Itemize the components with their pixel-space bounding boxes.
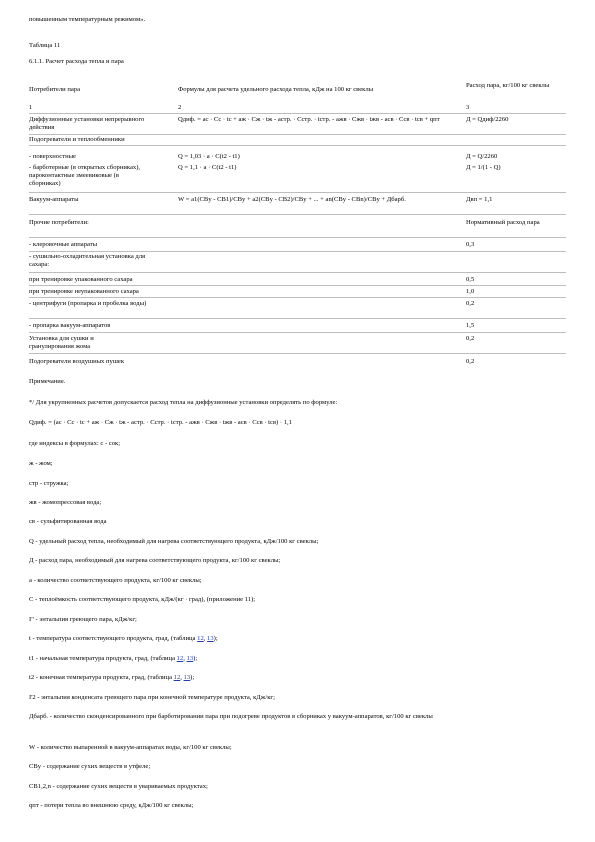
legend-item: W - количество выпаренной в вакуум-аппаратах воды, кг/100 кг свеклы;	[29, 744, 232, 751]
header-consumers: Потребители пара	[29, 86, 80, 93]
legend-item: CB1,2,n - содержание сухих веществ в увариваемых продуктах;	[29, 783, 208, 790]
row-consumer: - пропарка вакуум-аппаратов	[29, 322, 111, 329]
legend-item: жв - жомопрессовая вода;	[29, 499, 102, 506]
column-number-3: 3	[466, 104, 470, 111]
legend-item: I" - энтальпия греющего пара, кДж/кг;	[29, 616, 137, 623]
row-steam: 0,2	[466, 300, 475, 307]
row-consumer: Подогреватели воздушных пушек	[29, 358, 125, 365]
table-12-link[interactable]: 12	[176, 655, 184, 662]
row-separator	[29, 192, 566, 193]
table-12-link[interactable]: 12	[197, 635, 204, 642]
row-steam: 1,0	[466, 288, 475, 295]
legend-item: стр - стружка;	[29, 480, 69, 487]
section-title: 6.1.1. Расчет расхода тепла и пара	[29, 58, 124, 65]
column-number-2: 2	[178, 104, 182, 111]
row-formula: Qдиф. = ac · Cc · tc + aж · Cж · tж - aстр. · Cстр. · tстр. - aжв · Cжв · tжв - aсв · Cсв · tсв + qпт	[178, 116, 440, 123]
notes-heading: Примечание.	[29, 378, 66, 385]
notes-where: где индексы в формулах: с - сок;	[29, 440, 121, 447]
row-consumer: - сушильно-охладительная установка для сахара:	[29, 253, 146, 268]
row-steam: 1,5	[466, 322, 475, 329]
row-separator	[29, 145, 566, 146]
row-formula: Q = 1,03 · a · C(t2 - t1)	[178, 153, 240, 160]
row-consumer: при тренировке неупакованного сахара	[29, 288, 139, 295]
legend-item: t - температура соответствующего продукта, град, (таблица 12, 13);	[29, 635, 218, 642]
row-steam: 0,5	[466, 276, 475, 283]
legend-item: qпт - потери тепла во внешнюю среду, кДж/100 кг свеклы;	[29, 802, 194, 809]
row-steam: 0,2	[466, 358, 475, 365]
row-separator	[29, 237, 566, 238]
row-consumer: - поверхностные	[29, 153, 76, 160]
intro-tail-text: повышенным температурным режимом».	[29, 16, 146, 23]
row-separator	[29, 134, 566, 135]
column-number-1: 1	[29, 104, 33, 111]
row-steam: Двп = 1,1	[466, 196, 493, 203]
row-consumer: Вакуум-аппараты	[29, 196, 79, 203]
header-formulas: Формулы для расчета удельного расхода тепла, кДж на 100 кг свеклы	[178, 86, 374, 93]
legend-item: t1 - начальная температура продукта, град, (таблица 12, 13);	[29, 655, 198, 662]
row-consumer: - клеровочные аппараты	[29, 241, 98, 248]
legend-item: I'2 - энтальпия конденсата греющего пара при конечной температуре продукта, кДж/кг;	[29, 694, 275, 701]
legend-item: Дбарб. - количество сконденсированного при барботировании пара при подогреве продуктов в сборниках у вакуум-аппаратов, кг/100 кг свеклы	[29, 713, 433, 720]
legend-item: св - сульфитированная вода	[29, 518, 107, 525]
row-consumer: при тренировке упакованного сахара	[29, 276, 133, 283]
row-separator	[29, 318, 566, 319]
table-13-link[interactable]: 13	[207, 635, 214, 642]
notes-formula: Qдиф. = (ac · Cc · tc + aж · Cж · tж - aстр. · Cстр. · tстр. - aжв · Cжв · tжв - aсв · Cсв · tсв) · 1,1	[29, 419, 292, 426]
row-separator	[29, 272, 566, 273]
table-caption: Таблица 11	[29, 42, 61, 49]
row-consumer: Диффузионные установки непрерывного действия	[29, 116, 145, 131]
row-formula: W = a1(CBy - CB1)/CBy + a2(CBy - CB2)/CBy + ... + an(CBy - CBn)/CBy + Дбарб.	[178, 196, 406, 203]
row-consumer: Прочие потребители:	[29, 219, 89, 226]
table-13-link[interactable]: 13	[183, 674, 191, 681]
row-formula: Q = 1,1 · a · C(t2 - t1)	[178, 164, 237, 171]
row-separator	[29, 353, 566, 354]
legend-item: a - количество соответствующего продукта, кг/100 кг свеклы;	[29, 577, 202, 584]
row-steam: Д = Qдиф/2260	[466, 116, 509, 123]
legend-item: Д - расход пара, необходимый для нагрева соответствующего продукта, кг/100 кг свеклы;	[29, 557, 281, 564]
row-steam: 0,3	[466, 241, 475, 248]
row-consumer: Установка для сушки и гранулирования жома	[29, 335, 94, 350]
row-separator	[29, 297, 566, 298]
table-12-link[interactable]: 12	[173, 674, 181, 681]
table-13-link[interactable]: 13	[186, 655, 194, 662]
row-steam: 0,2	[466, 335, 475, 342]
legend-item: ж - жом;	[29, 460, 53, 467]
legend-item: t2 - конечная температура продукта, град, (таблица 12, 13);	[29, 674, 195, 681]
row-steam: Д = Q/2260	[466, 153, 498, 160]
row-separator	[29, 214, 566, 215]
row-consumer: - барботерные (в открытых сборниках), пароконтактные змеевиковые (в сборниках)	[29, 164, 141, 187]
row-consumer: Подогреватели и теплообменники	[29, 136, 125, 143]
row-steam: Д = 1/(1 - Q)	[466, 164, 501, 171]
header-steam: Расход пара, кг/100 кг свеклы	[466, 82, 550, 89]
row-steam: Нормативный расход пара	[466, 219, 540, 226]
row-separator	[29, 332, 566, 333]
legend-item: Q - удельный расход тепла, необходимый для нагрева соответствующего продукта, кДж/100 кг свеклы;	[29, 538, 319, 545]
row-separator	[29, 113, 566, 114]
notes-intro: */ Для укрупненных расчетов допускается расход тепла на диффузионные установки определять по формуле:	[29, 399, 338, 406]
row-consumer: - центрифуги (пропарка и пробелка воды)	[29, 300, 147, 307]
legend-item: CBy - содержание сухих веществ в утфеле;	[29, 763, 151, 770]
row-separator	[29, 251, 566, 252]
row-separator	[29, 285, 566, 286]
legend-item: C - теплоёмкость соответствующего продукта, кДж/(кг · град), (приложение 11);	[29, 596, 256, 603]
